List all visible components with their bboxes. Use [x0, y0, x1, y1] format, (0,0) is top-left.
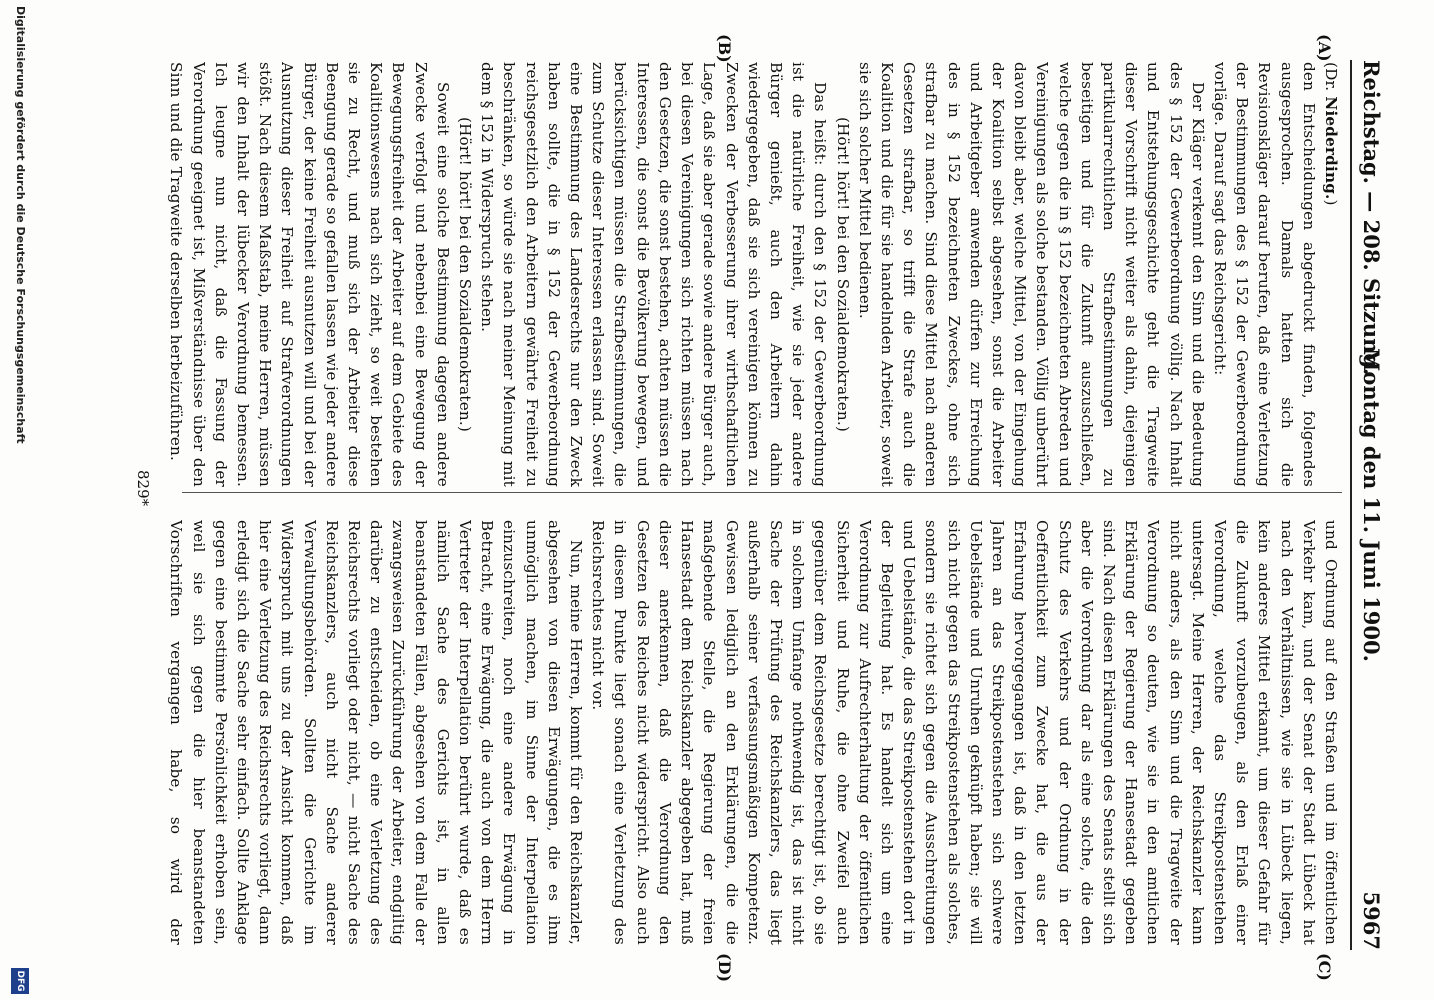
interjection: [162, 62, 165, 487]
right-column: [162, 520, 1342, 945]
quote-paragraph: Der Kläger verkennt den Sinn und die Bedeutung des § 152 der Gewerbeordnung völlig. Nach Inhalt und Entstehungsgeschichte geht die Tragweite dieser Vorschrift nicht weiter als dahin, diejenigen partikularrechtlichen Strafbestimmungen zu beseitigen und für die Zukunft auszuschließen, welche gegen die in § 152 bezeichneten Abreden und Vereinigungen als solche bestanden. Völlig unberührt davon bleibt aber, welche Mittel, von der Eingehung der Koalition selbst abgesehen, sonst die Arbeiter und Arbeitgeber anwenden dürfen zur Erreichung des in § 152 bezeichneten Zweckes, ohne sich strafbar zu machen. Sind diese Mittel nach anderen Gesetzen strafbar, so trifft die Strafe auch die Koalition und die für sie handelnden Arbeiter, soweit sie sich solcher Mittel bedienen.: [855, 62, 1207, 487]
header-left: Reichstag. — 208. Sitzung.: [1359, 60, 1384, 376]
header-date: Montag den 11. Juni 1900.: [1359, 348, 1384, 662]
signature-mark: 829*: [134, 470, 152, 507]
speaker-name: Niederding.: [1322, 96, 1340, 200]
digitization-note: [1, 0, 29, 1000]
margin-mark-b: (B): [715, 34, 734, 63]
column-divider: [182, 492, 1342, 493]
header-rule: [1350, 60, 1352, 950]
margin-mark-d: (D): [715, 953, 734, 983]
digitization-text: Digitalisierung gefördert durch die Deutsche Forschungsgemeinschaft: [14, 6, 27, 444]
page-header: [1350, 60, 1390, 950]
paragraph: den Entscheidungen abgedruckt finden, folgendes ausgesprochen. Damals hatten sich die Revisionskläger darauf berufen, daß eine Verletzung der Bestimmungen des § 152 der Gewerbeordnung vorläge. Darauf sagt das Reichsgericht:: [1210, 62, 1318, 487]
paragraph: und Ordnung auf den Straßen und im öffentlichen Verkehr kam, und der Senat der Stadt Lübeck hat nach den Verhältnissen, wie sie in Lübeck liegen, kein anderes Mittel erkannt, um dieser Gefahr für die Zukunft vorzubeugen, als den Erlaß einer Verordnung, welche das Streikpostenstehen untersagt. Meine Herren, der Reichskanzler kann nicht anders, als den Sinn und die Tragweite der Verordnung so deuten, wie sie in den amtlichen Erklärung der Regierung der Hansestadt gegeben sind. Nach diesen Erklärungen des Senats stellt sich aber die Verordnung dar als eine solche, die den Schutz des Verkehrs und der Ordnung in der Oeffentlichkeit zum Zwecke hat, die aus der Erfahrung hervorgegangen ist, daß in den letzten Jahren an das Streikpostenstehen sich schwere Uebelstände und Unruhen geknüpft haben; sie will sich nicht gegen das Streikpostenstehen als solches, sondern sie richtet sich gegen die Ausschreitungen und Uebelstände, die das Streikpostenstehen dort in der Begleitung hat. Es handelt sich um eine Verordnung zur Aufrechterhaltung der öffentlichen Sicherheit und Ruhe, die ohne Zweifel auch gegenüber dem Reichsgesetze berechtigt ist, ob sie in solchem Umfange nothwendig ist, das ist nicht Sache der Prüfung des Reichskanzlers, das liegt außerhalb seiner verfassungsmäßigen Kompetenz. Gewissen lediglich an den Erklärungen, die die maßgebende Stelle, die Regierung der freien Hansestadt dem Reichskanzler abgegeben hat, muß dieser anerkennen, daß die Verordnung den Gesetzen des Reiches nicht widerspricht. Also auch in diesem Punkte liegt sonach eine Verletzung des Reichsrechtes nicht vor.: [589, 520, 1340, 945]
margin-mark-c: (C): [1315, 953, 1334, 981]
paragraph: Soweit eine solche Bestimmung dagegen andere Zwecke verfolgt und nebenbei eine Bewegung der Bewegungsfreiheit der Arbeiter auf dem Gebiete des Koalitionswesens nach sich zieht, so weit bestehen sie zu Recht, und muß sich der Arbeiter diese Beengung gerade so gefallen lassen wie jeder andere Bürger, der keine Freiheit ausnutzen will und bei der Ausnutzung dieser Freiheit auf Strafverordnungen stößt. Nach diesem Maßstab, meine Herren, müssen wir den Inhalt der lübecker Verordnung bemessen. Ich leugne nun nicht, daß die Fassung der Verordnung geeignet ist, Mißverständnisse über den Sinn und die Tragweite derselben herbeizuführen.: [167, 62, 452, 487]
speaker-prefix: (Dr.: [1322, 62, 1340, 97]
left-column: [162, 62, 1342, 487]
page-number: 5967: [1359, 891, 1384, 950]
margin-mark-a: (A): [1315, 34, 1334, 62]
interjection: (Hört! hört! bei den Sozialdemokraten.): [456, 116, 475, 433]
paragraph: Das heißt: durch den § 152 der Gewerbeordnung ist die natürliche Freiheit, wie sie jeder andere Bürger genießt, auch den Arbeitern dahin wiedergegeben, daß sie sich vereinigen können zu Zwecken der Verbesserung ihrer wirthschaftlichen Lage, daß sie aber gerade sowie andere Bürger auch, bei diesen Vereinigungen sich richten müssen nach den Gesetzen, die sonst bestehen, achten müssen die Interessen, die sonst die Bevölkerung bewegen, und berücksichtigen müssen die Strafbestimmungen, die zum Schutze dieser Interessen erlassen sind. Soweit eine Bestimmung des Landesrechts nur den Zweck haben sollte, die in § 152 der Gewerbeordnung reichsgesetzlich den Arbeitern gewährte Freiheit zu beschränken, so würde sie nach meiner Meinung mit dem § 152 in Widerspruch stehen.: [478, 62, 830, 487]
speaker-line: [1320, 62, 1342, 487]
paragraph: Nun, meine Herren, kommt für den Reichskanzler, abgesehen von diesen Erwägungen, die es ihm unmöglich machen, im Sinne der Interpellation einzuschreiten, noch eine andere Erwägung in Betracht, eine Erwägung, die auch von dem Herrn Vertreter der Interpellation berührt wurde, daß es nämlich Sache des Gerichts ist, in allen beanstandeten Fällen, abgesehen von dem Falle der zwangsweisen Zurückführung der Arbeiter, endgiltig darüber zu entscheiden, ob eine Verletzung des Reichsrechts vorliegt oder nicht, — nicht Sache des Reichskanzlers, auch nicht Sache anderer Verwaltungsbehörden. Sollten die Gerichte im Widerspruch mit uns zu der Ansicht kommen, daß hier eine Verletzung des Reichsrechts vorliegt, dann erledigt sich die Sache sehr einfach. Sollte Anklage gegen eine bestimmte Persönlichkeit erhoben sein, weil sie sich gegen die hier beanstandeten Vorschriften vergangen habe, so wird der: [167, 520, 586, 945]
interjection: (Hört! hört! bei den Sozialdemokraten.): [833, 116, 852, 433]
dfg-logo: DFG: [11, 968, 29, 994]
speaker-suffix: ): [1322, 199, 1340, 206]
